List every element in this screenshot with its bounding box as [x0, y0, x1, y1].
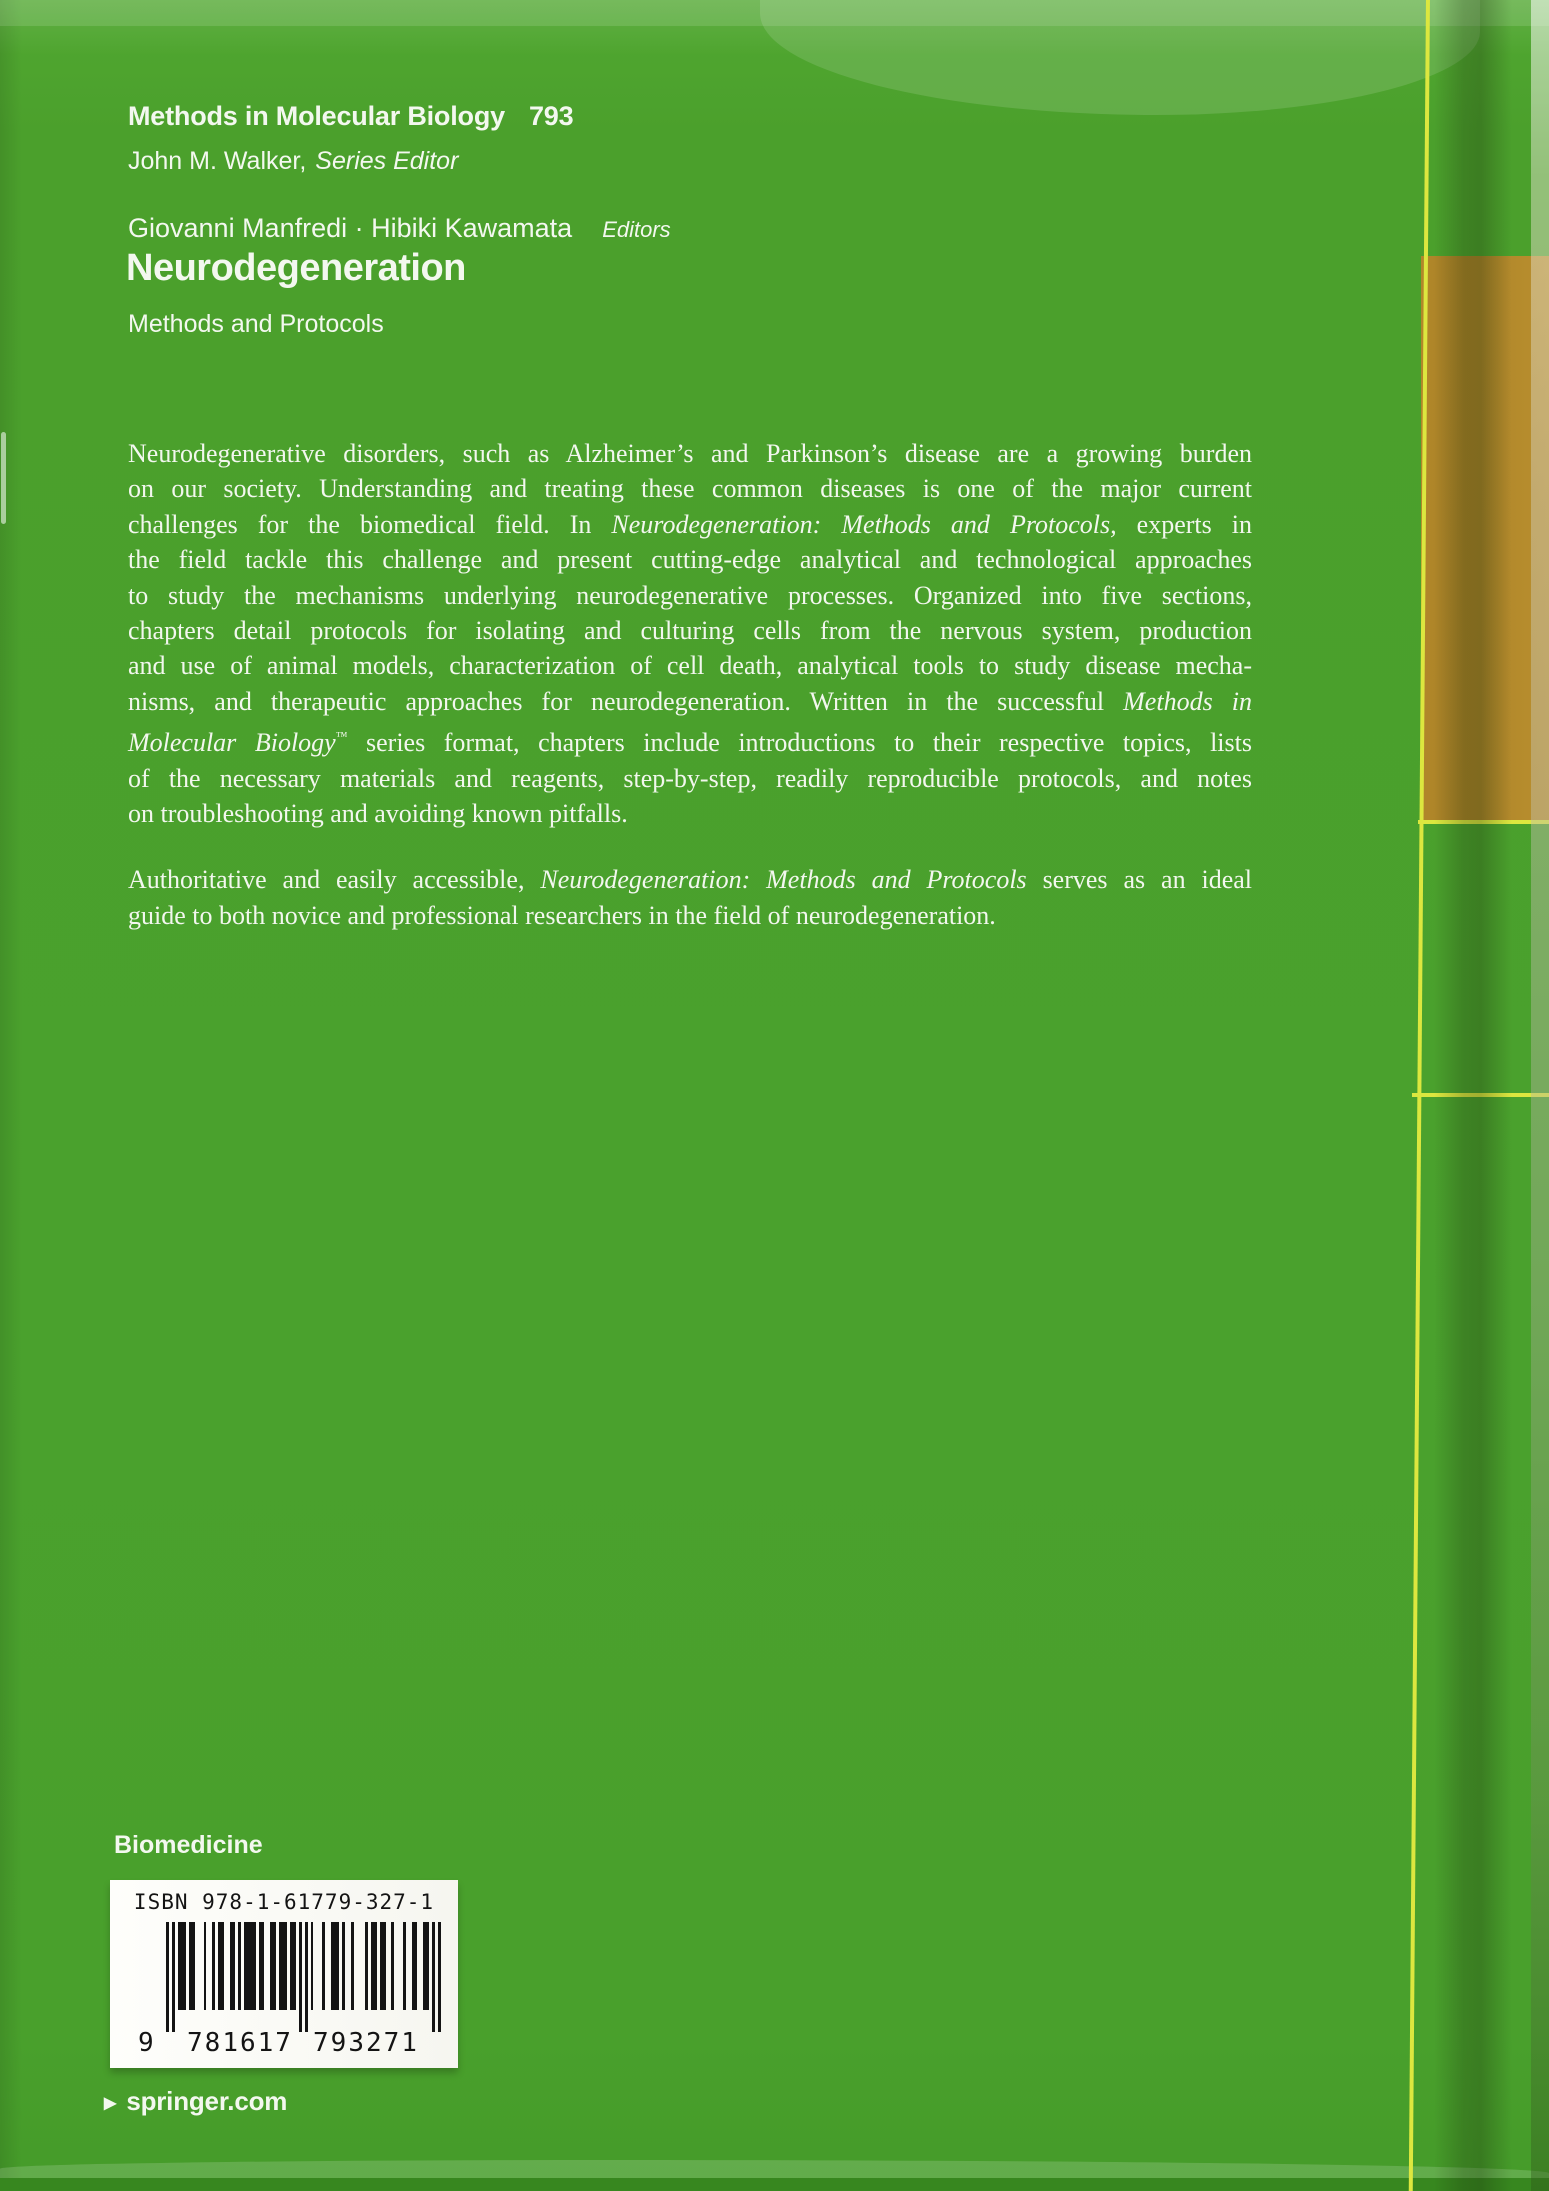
book-title: Neurodegeneration: [126, 247, 466, 289]
series-editor-role: Series Editor: [315, 147, 459, 175]
volume-editors-label: Editors: [602, 217, 671, 242]
series-number: 793: [528, 101, 574, 131]
body-line: [128, 471, 1252, 506]
isbn-barcode-panel: [110, 1880, 458, 2068]
body-line: [128, 761, 1252, 796]
spine-crease-shadow: [1434, 0, 1512, 2191]
body-text-segment: challenges for the biomedical field. In: [128, 509, 612, 539]
ean13-barcode: [166, 1922, 441, 2032]
body-line: [128, 862, 1252, 897]
body-text-segment: on troubleshooting and avoiding known pitfalls.: [128, 799, 628, 829]
body-text-segment: of the necessary materials and reagents, step-by-step, readily reproducible protocols, and notes: [128, 763, 1252, 793]
body-line: [128, 684, 1252, 719]
body-text-segment: serves as an ideal: [1026, 865, 1253, 895]
body-text-segment: nisms, and therapeutic approaches for neurodegeneration. Written in the successful: [128, 686, 1124, 716]
body-text-segment: to study the mechanisms underlying neurodegenerative processes. Organized into five sections,: [128, 580, 1252, 610]
cover-scratch-mark: [1, 432, 6, 524]
barcode-digits: [110, 2028, 458, 2062]
body-text-segment: Methods in: [1123, 686, 1253, 716]
body-text-segment: Neurodegenerative disorders, such as Alzheimer’s and Parkinson’s disease are a growing burden: [128, 439, 1252, 468]
body-line: [128, 796, 1252, 831]
barcode-digit-group: 793271: [313, 2028, 419, 2058]
body-line: [128, 436, 1252, 471]
body-text-segment: and use of animal models, characterization of cell death, analytical tools to study disease mecha-: [128, 651, 1252, 681]
body-text-segment: ™: [335, 729, 348, 744]
series-editor-name: John M. Walker,: [128, 147, 307, 175]
isbn-number: ISBN 978-1-61779-327-1: [133, 1890, 435, 1914]
body-text-segment: Neurodegeneration: Methods and Protocols: [540, 865, 1027, 895]
body-line: [128, 898, 1252, 933]
book-edge-right: [1531, 0, 1549, 2191]
body-text-segment: the field tackle this challenge and present cutting-edge analytical and technological approaches: [128, 545, 1252, 575]
book-subtitle: Methods and Protocols: [128, 310, 384, 338]
body-line: [128, 578, 1252, 613]
body-line: [128, 648, 1252, 683]
body-text-segment: series format, chapters include introductions to their respective topics, lists: [347, 728, 1252, 758]
series-title: Methods in Molecular Biology: [128, 101, 505, 131]
book-edge-bottom: [0, 2178, 1549, 2191]
series-title-row: [128, 101, 573, 132]
publisher-url: springer.com: [126, 2086, 288, 2116]
series-editor-row: [128, 147, 458, 176]
body-line: [128, 719, 1252, 760]
barcode-bar: [438, 1922, 441, 2032]
subject-category-label: Biomedicine: [114, 1831, 263, 1859]
body-text-segment: Molecular Biology: [128, 728, 336, 758]
barcode-digit-group: 781617: [187, 2028, 293, 2058]
body-text-segment: on our society. Understanding and treating these common diseases is one of the major current: [128, 474, 1252, 504]
body-text-segment: experts in: [1116, 509, 1253, 539]
paragraph: [128, 436, 1252, 831]
body-line: [128, 507, 1252, 542]
barcode-digit-group: 9: [138, 2028, 154, 2058]
body-line: [128, 542, 1252, 577]
body-text-segment: Authoritative and easily accessible,: [128, 865, 541, 895]
volume-editors-names: Giovanni Manfredi · Hibiki Kawamata: [128, 213, 573, 243]
back-cover-blurb: [128, 436, 1252, 933]
body-text-segment: guide to both novice and professional researchers in the field of neurodegeneration.: [128, 900, 996, 930]
cover-top-sheen: [0, 0, 1549, 26]
volume-editors-row: [128, 213, 671, 244]
body-line: [128, 613, 1252, 648]
body-text-segment: chapters detail protocols for isolating and culturing cells from the nervous system, production: [128, 616, 1252, 646]
body-text-segment: Neurodegeneration: Methods and Protocols,: [611, 509, 1117, 539]
paragraph: [128, 862, 1252, 933]
arrow-right-icon: ▶: [104, 2094, 117, 2112]
publisher-url-row: [104, 2086, 287, 2117]
